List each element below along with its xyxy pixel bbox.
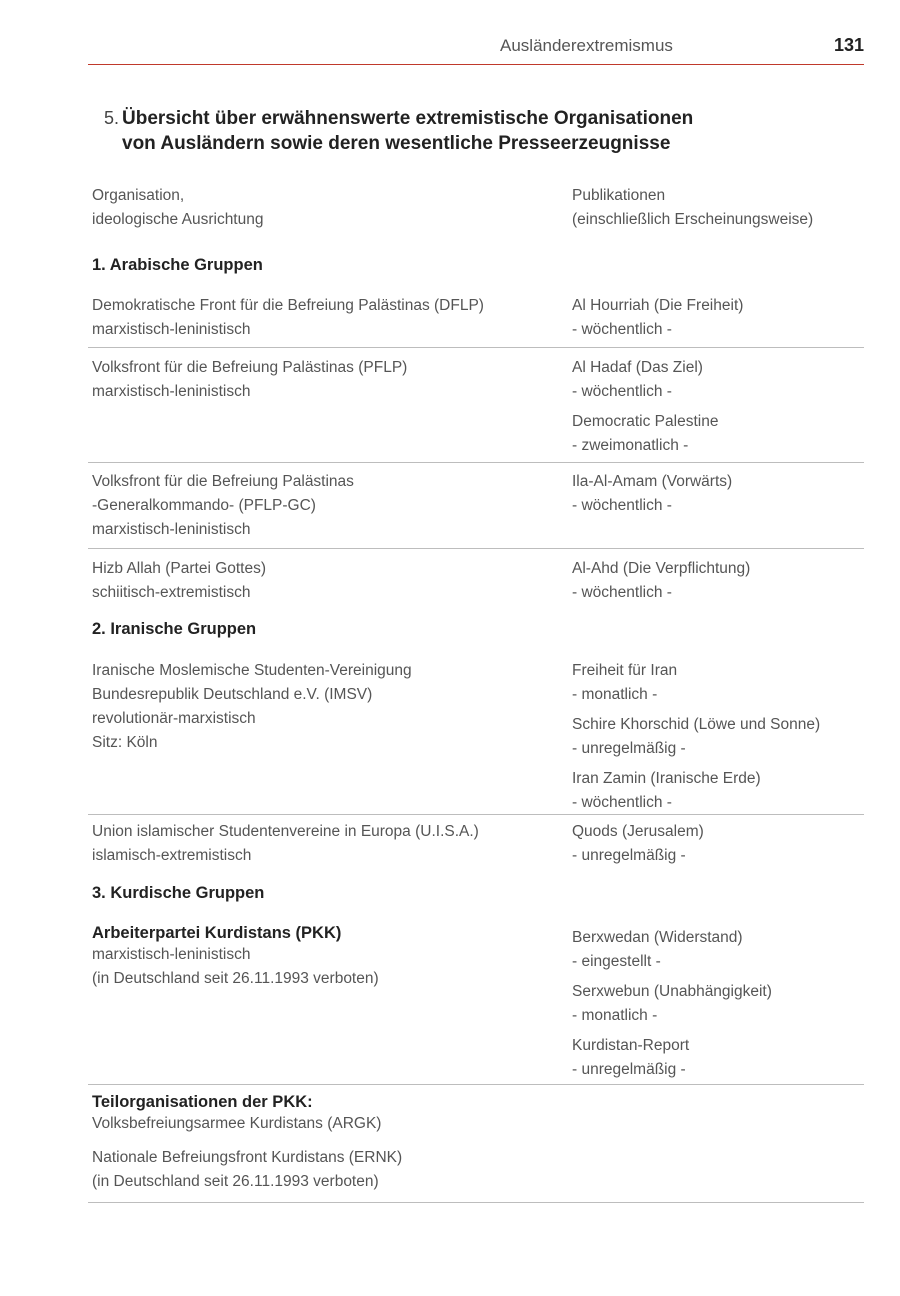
publication-frequency: - unregelmäßig - xyxy=(572,847,686,864)
section-title-line-1: Übersicht über erwähnenswerte extremistische Organisationen xyxy=(122,108,694,129)
org-pflp-gc-ideology: marxistisch-leninistisch xyxy=(92,521,251,538)
row-divider xyxy=(88,347,864,348)
publication-frequency: - wöchentlich - xyxy=(572,383,672,400)
page-number: 131 xyxy=(834,35,865,55)
suborganisation-ernk: Nationale Befreiungsfront Kurdistans (ERNK) xyxy=(92,1149,403,1166)
publication-title: Quods (Jerusalem) xyxy=(572,823,704,840)
publication-frequency: - wöchentlich - xyxy=(572,794,672,811)
column-header-publikationen-line-2: (einschließlich Erscheinungsweise) xyxy=(572,211,814,228)
publication-title: Democratic Palestine xyxy=(572,413,719,430)
org-pkk xyxy=(92,924,379,991)
row-divider xyxy=(88,1202,864,1203)
publication-title: Freiheit für Iran xyxy=(572,662,678,679)
org-dflp xyxy=(92,294,484,342)
publication-title: Berxwedan (Widerstand) xyxy=(572,929,743,946)
org-dflp-name: Demokratische Front für die Befreiung Palästinas (DFLP) xyxy=(92,297,484,314)
suborganisation-argk: Volksbefreiungsarmee Kurdistans (ARGK) xyxy=(92,1115,382,1132)
publication-title: Ila-Al-Amam (Vorwärts) xyxy=(572,473,733,490)
publication-title: Kurdistan-Report xyxy=(572,1037,690,1054)
pubs-uisa xyxy=(572,820,704,868)
section-number: 5. xyxy=(104,108,120,128)
org-pflp-gc xyxy=(92,470,354,542)
publication-frequency: - unregelmäßig - xyxy=(572,740,686,757)
pubs-hizb-allah xyxy=(572,557,750,605)
publication-frequency: - wöchentlich - xyxy=(572,584,672,601)
publication-frequency: - monatlich - xyxy=(572,686,658,703)
section-title-line-2: von Ausländern sowie deren wesentliche Presseerzeugnisse xyxy=(122,133,671,154)
publication-frequency: - wöchentlich - xyxy=(572,497,672,514)
publication-frequency: - eingestellt - xyxy=(572,953,661,970)
publication-title: Al-Ahd (Die Verpflichtung) xyxy=(572,560,751,577)
org-pflp-name: Volksfront für die Befreiung Palästinas (PFLP) xyxy=(92,359,408,376)
org-pkk-ideology: marxistisch-leninistisch xyxy=(92,946,251,963)
org-imsv-name-line-2: Bundesrepublik Deutschland e.V. (IMSV) xyxy=(92,686,373,703)
suborganisation-ban-note: (in Deutschland seit 26.11.1993 verboten) xyxy=(92,1173,379,1190)
org-pflp-gc-name-line-1: Volksfront für die Befreiung Palästinas xyxy=(92,473,354,490)
publication-frequency: - unregelmäßig - xyxy=(572,1061,686,1078)
publication-frequency: - wöchentlich - xyxy=(572,321,672,338)
header-divider xyxy=(88,64,864,65)
publication-title: Al Hadaf (Das Ziel) xyxy=(572,359,703,376)
org-dflp-ideology: marxistisch-leninistisch xyxy=(92,321,251,338)
org-imsv xyxy=(92,659,412,755)
org-uisa-ideology: islamisch-extremistisch xyxy=(92,847,252,864)
org-imsv-ideology: revolutionär-marxistisch xyxy=(92,710,256,727)
org-imsv-seat: Sitz: Köln xyxy=(92,734,158,751)
column-header-organisation xyxy=(92,184,263,232)
pkk-suborganisations xyxy=(92,1093,402,1194)
pubs-pflp-gc xyxy=(572,470,732,518)
org-hizb-allah-ideology: schiitisch-extremistisch xyxy=(92,584,251,601)
group-heading-iran: 2. Iranische Gruppen xyxy=(92,620,257,638)
org-pflp-ideology: marxistisch-leninistisch xyxy=(92,383,251,400)
section-title xyxy=(122,106,842,156)
group-heading-arab: 1. Arabische Gruppen xyxy=(92,256,263,274)
org-pkk-ban-note: (in Deutschland seit 26.11.1993 verboten) xyxy=(92,970,379,987)
row-divider xyxy=(88,548,864,549)
org-pflp xyxy=(92,356,407,404)
org-uisa xyxy=(92,820,479,868)
org-uisa-name: Union islamischer Studentenvereine in Europa (U.I.S.A.) xyxy=(92,823,479,840)
column-header-publikationen xyxy=(572,184,813,232)
column-header-publikationen-line-1: Publikationen xyxy=(572,187,666,204)
publication-title: Iran Zamin (Iranische Erde) xyxy=(572,770,761,787)
pubs-dflp xyxy=(572,294,743,342)
column-header-organisation-line-1: Organisation, xyxy=(92,187,185,204)
org-hizb-allah-name: Hizb Allah (Partei Gottes) xyxy=(92,560,267,577)
suborganisations-heading: Teilorganisationen der PKK: xyxy=(92,1093,313,1111)
publication-frequency: - zweimonatlich - xyxy=(572,437,689,454)
pubs-imsv xyxy=(572,659,820,815)
row-divider xyxy=(88,814,864,815)
row-divider xyxy=(88,462,864,463)
publication-title: Serxwebun (Unabhängigkeit) xyxy=(572,983,772,1000)
row-divider xyxy=(88,1084,864,1085)
running-header-title: Ausländerextremismus xyxy=(500,36,673,55)
org-pkk-name: Arbeiterpartei Kurdistans (PKK) xyxy=(92,924,342,942)
group-heading-kurd: 3. Kurdische Gruppen xyxy=(92,884,265,902)
publication-title: Al Hourriah (Die Freiheit) xyxy=(572,297,744,314)
org-hizb-allah xyxy=(92,557,266,605)
org-imsv-name-line-1: Iranische Moslemische Studenten-Vereinigung xyxy=(92,662,412,679)
column-header-organisation-line-2: ideologische Ausrichtung xyxy=(92,211,264,228)
pubs-pkk xyxy=(572,926,772,1082)
publication-frequency: - monatlich - xyxy=(572,1007,658,1024)
publication-title: Schire Khorschid (Löwe und Sonne) xyxy=(572,716,821,733)
pubs-pflp xyxy=(572,356,718,458)
org-pflp-gc-name-line-2: -Generalkommando- (PFLP-GC) xyxy=(92,497,316,514)
